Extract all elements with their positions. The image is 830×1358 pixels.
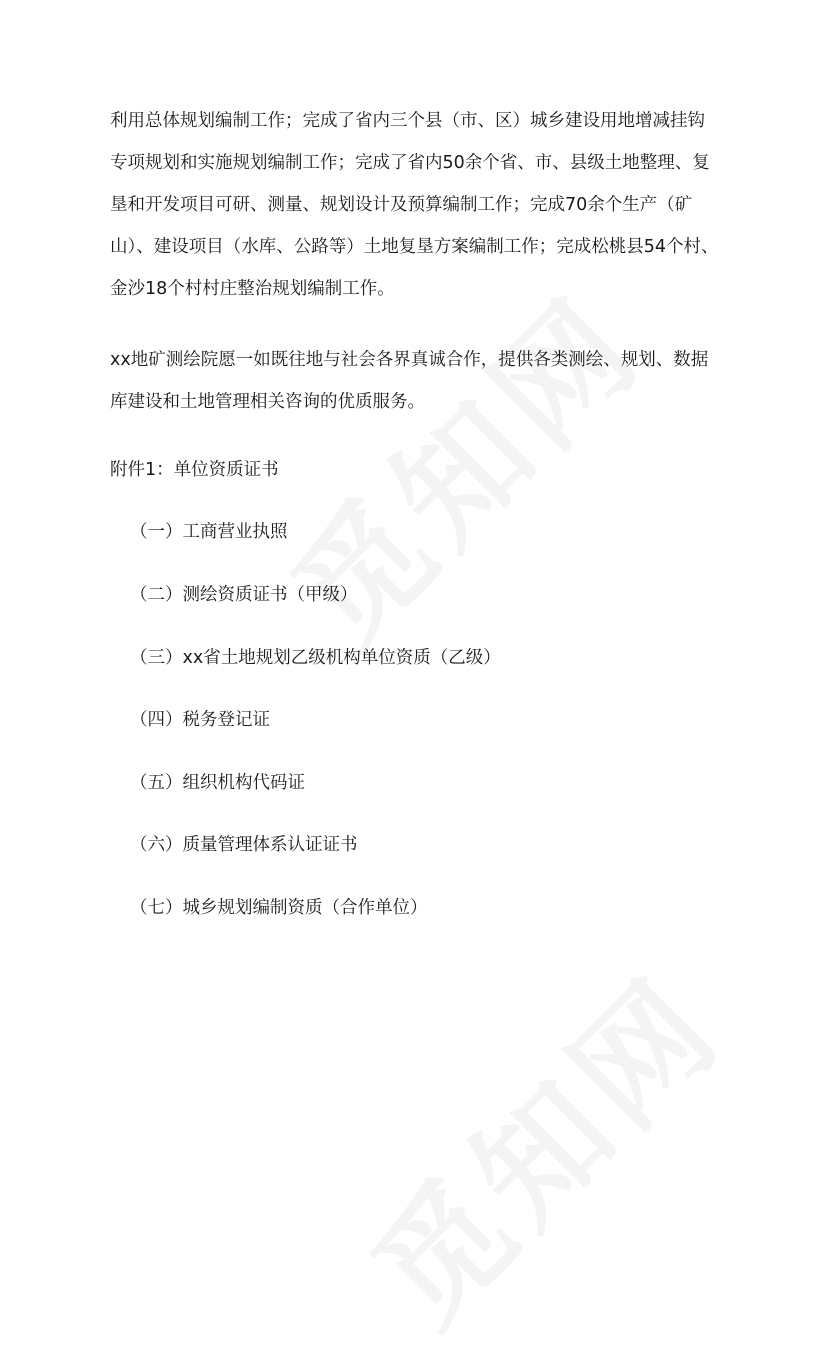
list-item: （六）质量管理体系认证证书 (130, 835, 358, 855)
body-paragraph: 利用总体规划编制工作；完成了省内三个县（市、区）城乡建设用地增减挂钩专项规划和实施规划编制工作；完成了省内50余个省、市、县级土地整理、复垦和开发项目可研、测量、规划设计及预算编制工作；完成70余个生产（矿山）、建设项目（水库、公路等）土地复垦方案编制工作；完成松桃县54个村、金沙18个村村庄整治规划编制工作。 (110, 111, 719, 299)
watermark (325, 929, 754, 1358)
attachment-title: 附件1：单位资质证书 (110, 460, 279, 480)
list-item: （三）xx省土地规划乙级机构单位资质（乙级） (130, 648, 501, 668)
list-item: （四）税务登记证 (130, 710, 270, 730)
watermark (245, 249, 674, 678)
list-item: （七）城乡规划编制资质（合作单位） (130, 898, 428, 918)
list-item: （五）组织机构代码证 (130, 773, 305, 793)
body-paragraph: xx地矿测绘院愿一如既往地与社会各界真诚合作，提供各类测绘、规划、数据库建设和土地管理相关咨询的优质服务。 (110, 350, 709, 412)
list-item: （一）工商营业执照 (130, 522, 288, 542)
list-item: （二）测绘资质证书（甲级） (130, 585, 358, 605)
